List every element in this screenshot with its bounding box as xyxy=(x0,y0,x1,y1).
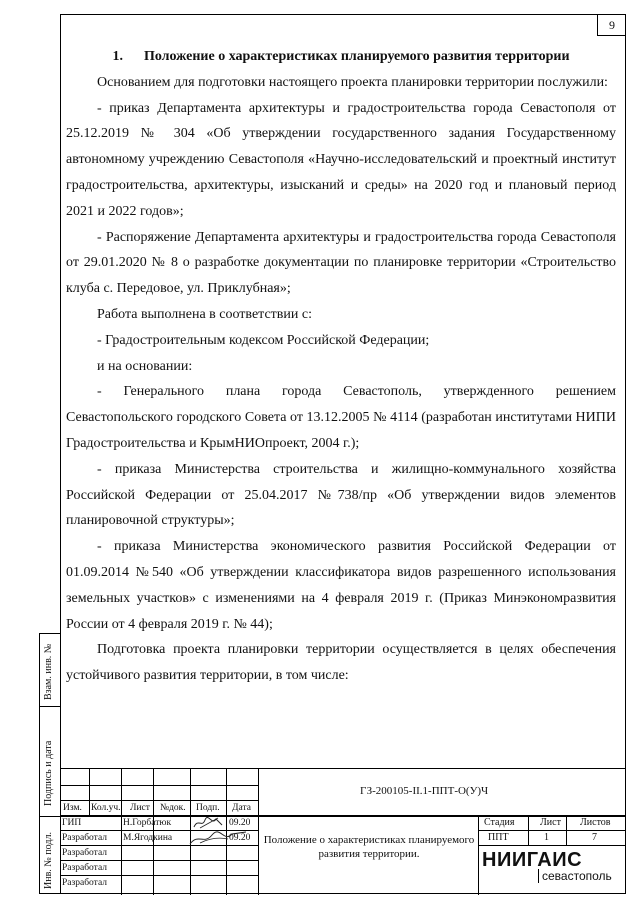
side-strip xyxy=(39,633,61,894)
title-block xyxy=(60,768,626,895)
sheet-number: 9 xyxy=(597,14,626,36)
row-role: Разработал xyxy=(62,863,107,873)
doc-code: ГЗ-200105-II.1-ППТ-О(У)Ч xyxy=(360,785,489,797)
row-date: 09.20 xyxy=(229,833,251,843)
col-header-list: Лист xyxy=(130,803,150,813)
col-header-podp: Подп. xyxy=(196,803,220,813)
row-role: Разработал xyxy=(62,848,107,858)
stage-value: ППТ xyxy=(488,832,509,843)
row-name: М.Ягодкина xyxy=(123,833,173,843)
paragraph: - приказа Министерства строительства и жилищно-коммунального хозяйства Российской Федерации от 25.04.2017 №738/пр «Об утверждении видов элементов планировочной структуры»; xyxy=(66,461,616,529)
paragraph: - приказ Департамента архитектуры и градостроительства города Севастополя от 25.12.2019 № 304 «Об утверждении государственного задания Государственному автономному учреждению Севастополя «Научно-исследовательский и проектный институт градостроительства, архитектуры, изысканий и среды» на 2020 год и плановый период 2021 и 2022 годов»; xyxy=(66,100,616,219)
heading-number: 1. xyxy=(112,49,123,64)
paragraph: Подготовка проекта планировки территории осуществляется в целях обеспечения устойчивого развития территории, в том числе: xyxy=(66,642,616,684)
document-body xyxy=(60,40,626,689)
paragraph: Работа выполнена в соответствии с: xyxy=(97,306,312,322)
paragraph: и на основании: xyxy=(97,358,193,374)
row-name: Н.Горбатюк xyxy=(123,818,172,828)
paragraph: - Градостроительным кодексом Российской Федерации; xyxy=(97,332,430,348)
sheet-value: 1 xyxy=(544,832,549,843)
row-role: Разработал xyxy=(62,878,107,888)
col-header-izm: Изм. xyxy=(63,803,82,813)
company-logo-sub: севастополь xyxy=(538,869,612,883)
sign-date-label: Подпись и дата xyxy=(43,740,54,806)
vzam-inv-label: Взам. инв. № xyxy=(43,643,54,700)
sheet-header: Лист xyxy=(540,817,561,828)
section-heading xyxy=(60,40,626,70)
paragraph: Основанием для подготовки настоящего проекта планировки территории послужили: xyxy=(97,74,608,90)
paragraph: - приказа Министерства экономического развития Российской Федерации от 01.09.2014 №540 «Об утверждении классификатора видов разрешенного использования земельных участков» с изменениями на 4 февраля 2019 г. (Приказ Минэкономразвития России от 4 февраля 2019 г. № 44); xyxy=(66,539,616,632)
row-role: ГИП xyxy=(62,818,82,828)
row-role: Разработал xyxy=(62,833,107,843)
col-header-ndok: №док. xyxy=(160,803,186,813)
paragraph: - Распоряжение Департамента архитектуры и градостроительства города Севастополя от 29.01.2020 № 8 о разработке документации по планировке территории «Строительство клуба с. Передовое, ул. Приклубная»; xyxy=(66,229,616,297)
heading-text: Положение о характеристиках планируемого развития территории xyxy=(143,49,570,64)
col-header-kolvo: Кол.уч. xyxy=(91,803,121,813)
signature-1 xyxy=(192,816,226,830)
sheets-value: 7 xyxy=(592,832,597,843)
company-logo: НИИГАИС xyxy=(482,849,583,871)
paragraph: - Генерального плана города Севастополь, утвержденного решением Севастопольского городского Совета от 13.12.2005 № 4114 (разработан институтами НИПИ Градостроительства и КрымНИОпроект, 2004 г.); xyxy=(66,384,616,451)
signature-2 xyxy=(188,829,250,847)
row-date: 09.20 xyxy=(229,818,251,828)
sheets-header: Листов xyxy=(580,817,611,828)
stage-header: Стадия xyxy=(484,817,515,828)
doc-title: Положение о характеристиках планируемого развития территории. xyxy=(263,834,475,860)
col-header-data: Дата xyxy=(232,803,251,813)
inv-no-label: Инв. № подл. xyxy=(43,832,54,889)
